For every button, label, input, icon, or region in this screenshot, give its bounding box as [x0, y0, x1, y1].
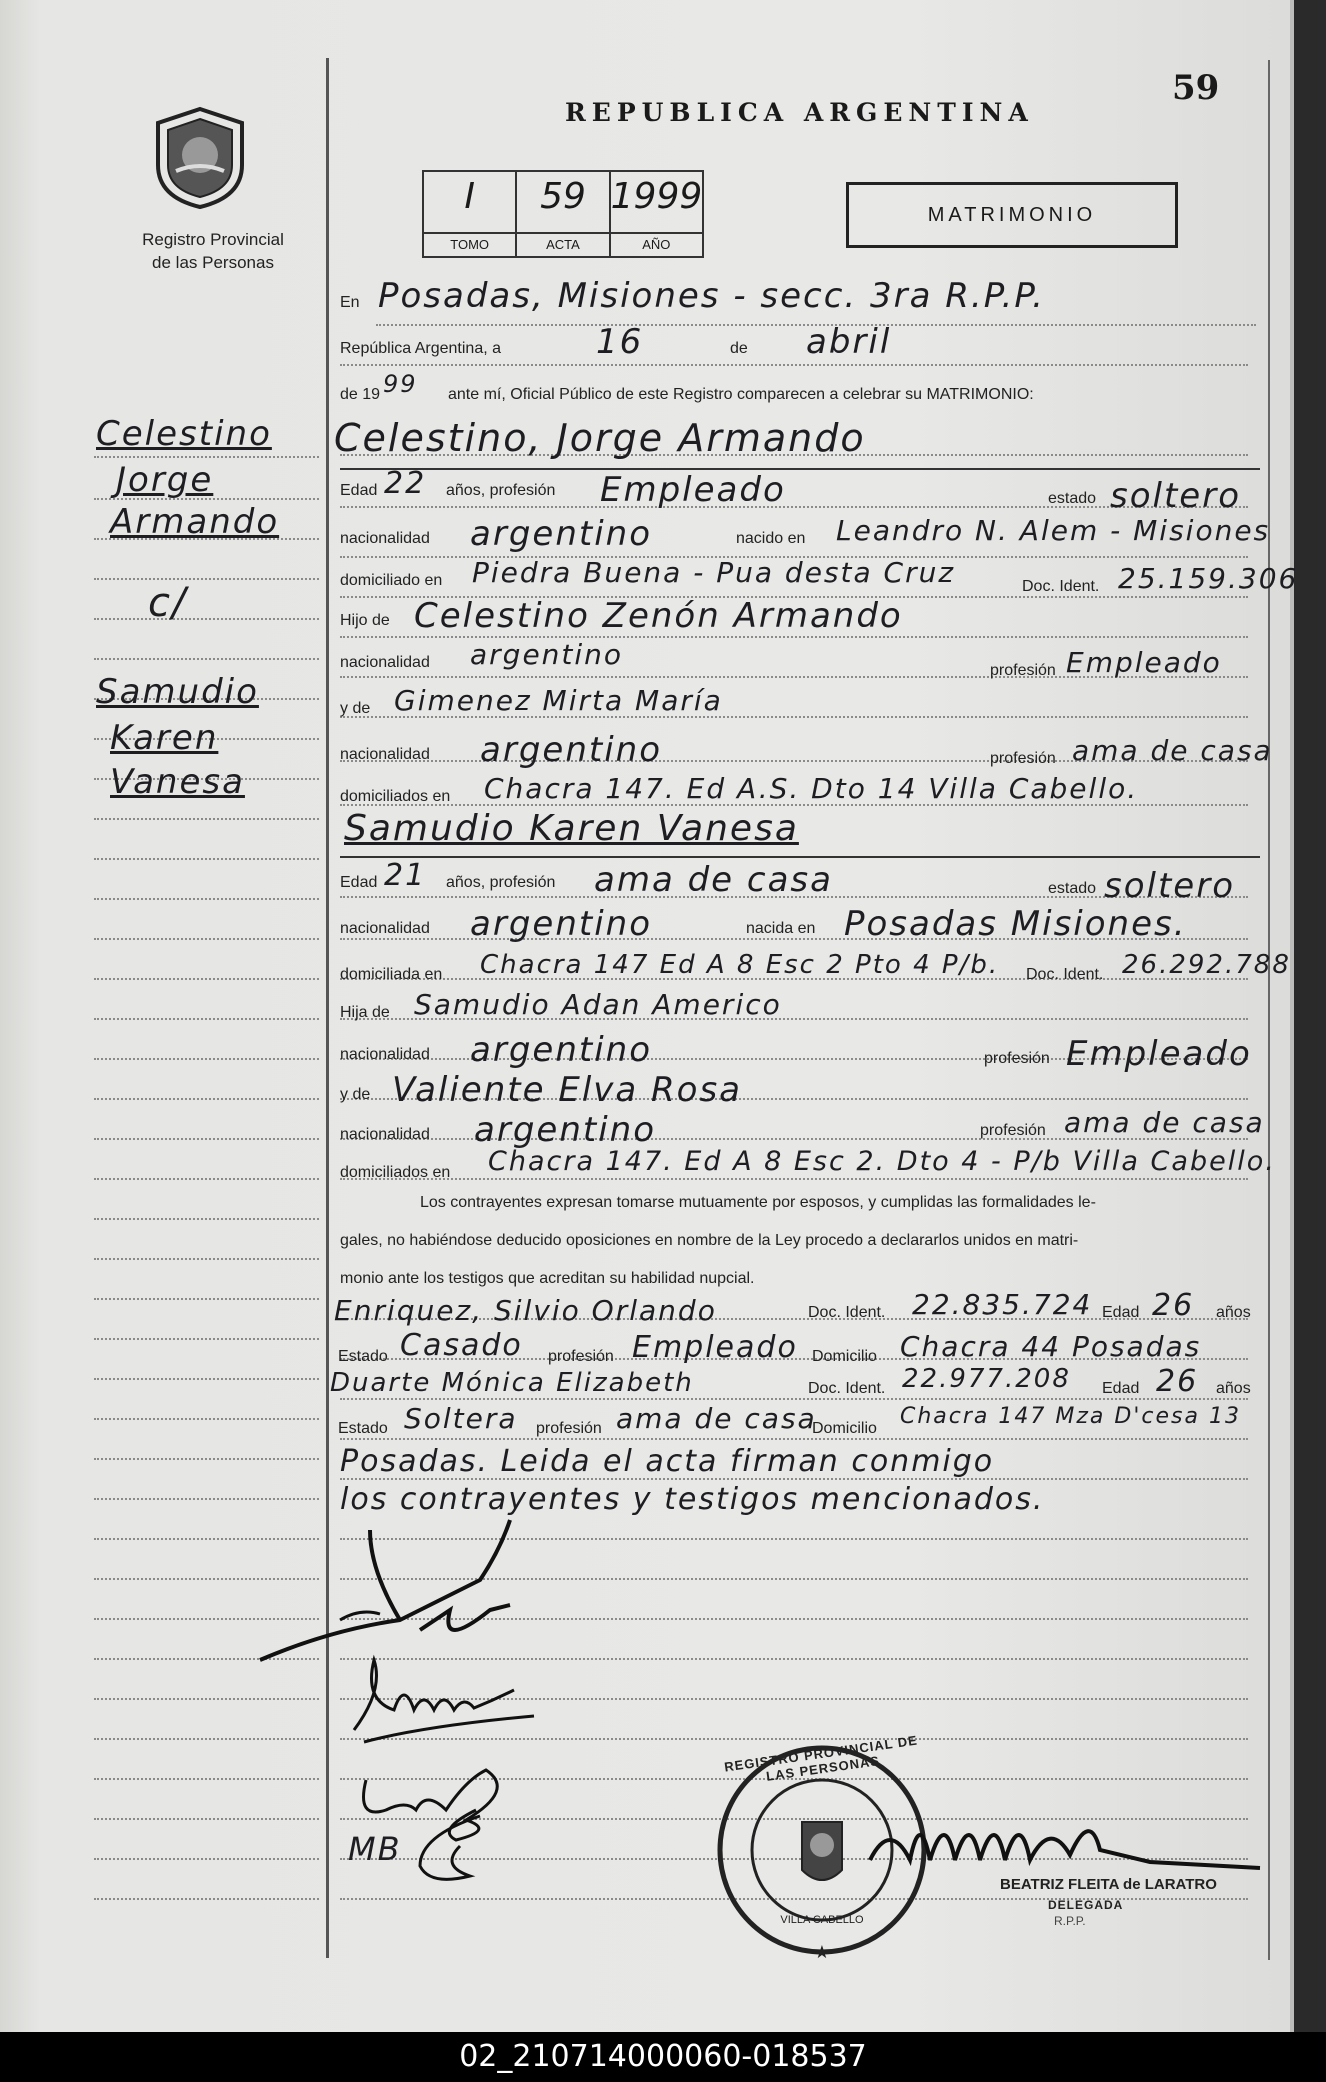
groom-separator: [340, 468, 1260, 470]
acta-value: 59: [540, 176, 586, 217]
witness1-prof-label: profesión: [548, 1348, 614, 1365]
witness2-edad-label: Edad: [1102, 1380, 1140, 1397]
margin-rule: [94, 1338, 319, 1340]
margin-rule: [94, 1378, 319, 1380]
witness2-estado: Soltera: [404, 1402, 518, 1435]
bride-edad-label: Edad: [340, 874, 378, 891]
margin-rule: [94, 456, 319, 458]
place-value: Posadas, Misiones - secc. 3ra R.P.P.: [378, 276, 1045, 316]
bride-hija-label: Hija de: [340, 1004, 390, 1021]
bride-edad: 21: [384, 858, 427, 893]
bride-nac-label: nacionalidad: [340, 920, 430, 937]
bride-madre-prof-label: profesión: [980, 1122, 1046, 1139]
margin-rule: [94, 1178, 319, 1180]
page-number: 59: [1172, 68, 1220, 108]
witness1-edad-label: Edad: [1102, 1304, 1140, 1321]
date-month: abril: [806, 322, 892, 362]
groom-nac-label: nacionalidad: [340, 530, 430, 547]
main-rule: [340, 1438, 1248, 1440]
province-seal-icon: [150, 105, 250, 210]
bride-madre-nac-label: nacionalidad: [340, 1126, 430, 1143]
bride-signature-icon: [344, 1650, 544, 1750]
anio-cell: [611, 172, 702, 256]
groom-yde-label: y de: [340, 700, 371, 717]
witness1-anos-label: años: [1216, 1304, 1251, 1321]
witness2-estado-label: Estado: [338, 1420, 388, 1437]
groom-nacionalidad: argentino: [470, 514, 652, 554]
groom-padre: Celestino Zenón Armando: [414, 596, 903, 636]
republica-label: República Argentina, a: [340, 340, 501, 357]
groom-nacido-en: Leandro N. Alem - Misiones: [836, 514, 1271, 547]
groom-hijo-label: Hijo de: [340, 612, 390, 629]
groom-madre-prof: ama de casa: [1072, 734, 1273, 767]
bride-name: Samudio Karen Vanesa: [344, 808, 799, 849]
margin-rule: [94, 1098, 319, 1100]
registry-line-1: Registro Provincial: [142, 230, 284, 249]
margin-rule: [94, 978, 319, 980]
groom-padre-prof: Empleado: [1066, 646, 1222, 679]
bride-prof-label: años, profesión: [446, 874, 556, 891]
margin-rule: [94, 1018, 319, 1020]
tomo-label: TOMO: [424, 232, 515, 256]
margin-name-3: Armando: [110, 502, 280, 542]
bride-padre-nac: argentino: [470, 1030, 652, 1070]
margin-name-6: Karen: [110, 718, 219, 758]
witness2-initials: MB: [348, 1830, 402, 1868]
margin-rule: [94, 1138, 319, 1140]
witness2-edad: 26: [1156, 1364, 1199, 1399]
witness2-profesion: ama de casa: [616, 1402, 817, 1435]
margin-rule: [94, 818, 319, 820]
bride-madre: Valiente Elva Rosa: [392, 1070, 743, 1110]
bride-estado-label: estado: [1048, 880, 1097, 897]
bride-padre-prof: Empleado: [1066, 1034, 1252, 1074]
anio-label: AÑO: [611, 232, 702, 256]
witness1-profesion: Empleado: [632, 1330, 798, 1365]
year-prefix: de 19: [340, 386, 381, 403]
witness2-anos-label: años: [1216, 1380, 1251, 1397]
bride-estado: soltero: [1104, 866, 1235, 906]
witness1-domicilio: Chacra 44 Posadas: [900, 1330, 1202, 1363]
groom-prof-label: años, profesión: [446, 482, 556, 499]
bride-dom-label: domiciliada en: [340, 966, 443, 983]
acta-label: ACTA: [517, 232, 608, 256]
margin-rule: [94, 1458, 319, 1460]
bride-doms-label: domiciliados en: [340, 1164, 451, 1181]
bride-separator: [340, 856, 1260, 858]
official-office: R.P.P.: [1054, 1914, 1086, 1928]
bride-nacida-label: nacida en: [746, 920, 816, 937]
groom-padre-nac-label: nacionalidad: [340, 654, 430, 671]
groom-padre-prof-label: profesión: [990, 662, 1056, 679]
official-title: DELEGADA: [1048, 1898, 1124, 1912]
record-box: [422, 170, 704, 258]
margin-rule: [94, 578, 319, 580]
en-label: En: [340, 294, 360, 311]
groom-edad: 22: [384, 466, 427, 501]
bride-profesion: ama de casa: [594, 860, 833, 900]
margin-rule: [94, 1298, 319, 1300]
margin-rule: [94, 1418, 319, 1420]
groom-estado-label: estado: [1048, 490, 1097, 507]
intro-text: ante mí, Oficial Público de este Registro comparecen a celebrar su MATRIMONIO:: [448, 386, 1034, 403]
witness1-estado-label: Estado: [338, 1348, 388, 1365]
witness2-signature-icon: [400, 1806, 510, 1896]
bride-padre-prof-label: profesión: [984, 1050, 1050, 1067]
svg-text:★: ★: [813, 1942, 831, 1963]
groom-doc: 25.159.306: [1118, 562, 1299, 595]
margin-rule: [94, 1818, 319, 1820]
bride-madre-prof: ama de casa: [1064, 1106, 1265, 1139]
date-day: 16: [596, 322, 644, 362]
margin-rule: [94, 1698, 319, 1700]
stamp-ring-text: REGISTRO PROVINCIAL DE LAS PERSONAS: [723, 1732, 919, 1784]
margin-rule: [94, 1738, 319, 1740]
country-header: REPUBLICA ARGENTINA: [565, 98, 1034, 127]
bride-yde-label: y de: [340, 1086, 371, 1103]
official-signature-icon: [850, 1790, 1270, 1880]
anio-value: 1999: [610, 176, 703, 217]
margin-name-1: Celestino: [96, 414, 272, 454]
margin-rule: [94, 1498, 319, 1500]
main-rule: [340, 1178, 1248, 1180]
groom-madre-prof-label: profesión: [990, 750, 1056, 767]
main-rule: [340, 364, 1248, 366]
witness2-doc-label: Doc. Ident.: [808, 1380, 886, 1397]
closing-line-2: los contrayentes y testigos mencionados.: [340, 1482, 1045, 1517]
acta-cell: [517, 172, 610, 256]
margin-rule: [94, 658, 319, 660]
bride-padre: Samudio Adan Americo: [414, 988, 782, 1021]
margin-rule: [94, 1858, 319, 1860]
year-suffix: 99: [383, 370, 418, 398]
legal-line-1: Los contrayentes expresan tomarse mutuamente por esposos, y cumplidas las formalidades le-: [420, 1194, 1096, 1211]
margin-rule: [94, 858, 319, 860]
witness1-estado: Casado: [400, 1328, 523, 1363]
witness2-name: Duarte Mónica Elizabeth: [330, 1368, 694, 1398]
bride-madre-nac: argentino: [474, 1110, 656, 1150]
bride-padres-dom: Chacra 147. Ed A 8 Esc 2. Dto 4 - P/b Villa Cabello.: [488, 1146, 1276, 1177]
groom-edad-label: Edad: [340, 482, 378, 499]
margin-name-4: c/: [148, 580, 188, 626]
margin-rule: [94, 618, 319, 620]
groom-padres-dom: Chacra 147. Ed A.S. Dto 14 Villa Cabello.: [484, 772, 1139, 805]
de-label: de: [730, 340, 748, 357]
right-margin-border: [1268, 60, 1270, 1960]
margin-rule: [94, 1258, 319, 1260]
margin-name-2: Jorge: [116, 460, 214, 500]
witness1-doc-label: Doc. Ident.: [808, 1304, 886, 1321]
groom-name: Celestino, Jorge Armando: [334, 416, 866, 460]
groom-madre-nac-label: nacionalidad: [340, 746, 430, 763]
bride-domicilio: Chacra 147 Ed A 8 Esc 2 Pto 4 P/b.: [480, 950, 1000, 980]
groom-doms-label: domiciliados en: [340, 788, 451, 805]
witness1-edad: 26: [1152, 1288, 1195, 1323]
witness1-doc: 22.835.724: [912, 1288, 1093, 1321]
margin-rule: [94, 1778, 319, 1780]
margin-name-7: Vanesa: [110, 762, 245, 802]
tomo-value: I: [464, 176, 475, 217]
groom-dom-label: domiciliado en: [340, 572, 443, 589]
bride-doc: 26.292.788: [1122, 950, 1291, 980]
official-name: BEATRIZ FLEITA de LARATRO: [1000, 1876, 1217, 1893]
tomo-cell: [424, 172, 517, 256]
witness1-dom-label: Domicilio: [812, 1348, 877, 1365]
groom-padre-nac: argentino: [470, 638, 624, 671]
witness2-prof-label: profesión: [536, 1420, 602, 1437]
margin-rule: [94, 938, 319, 940]
groom-domicilio: Piedra Buena - Pua desta Cruz: [472, 556, 956, 589]
groom-madre-nac: argentino: [480, 730, 662, 770]
main-rule: [340, 1398, 1248, 1400]
bride-padre-nac-label: nacionalidad: [340, 1046, 430, 1063]
witness2-dom-label: Domicilio: [812, 1420, 877, 1437]
margin-rule: [94, 1898, 319, 1900]
witness2-domicilio: Chacra 147 Mza D'cesa 13: [900, 1404, 1241, 1429]
groom-doc-label: Doc. Ident.: [1022, 578, 1100, 595]
groom-profesion: Empleado: [600, 470, 786, 510]
witness2-doc: 22.977.208: [902, 1364, 1071, 1394]
groom-nacido-label: nacido en: [736, 530, 806, 547]
document-type-box: MATRIMONIO: [846, 182, 1178, 248]
margin-rule: [94, 1218, 319, 1220]
registry-line-2: de las Personas: [152, 253, 274, 272]
legal-line-2: gales, no habiéndose deducido oposiciones en nombre de la Ley procedo a declararlos unidos en matri-: [340, 1232, 1079, 1249]
closing-line-1: Posadas. Leida el acta firman conmigo: [340, 1444, 995, 1479]
bride-nacionalidad: argentino: [470, 904, 652, 944]
legal-line-3: monio ante los testigos que acreditan su habilidad nupcial.: [340, 1270, 755, 1287]
bride-doc-label: Doc. Ident.: [1026, 966, 1104, 983]
margin-rule: [94, 898, 319, 900]
groom-madre: Gimenez Mirta María: [394, 684, 723, 717]
witness1-name: Enriquez, Silvio Orlando: [334, 1294, 717, 1327]
margin-rule: [94, 1058, 319, 1060]
bride-nacida-en: Posadas Misiones.: [844, 904, 1187, 944]
stamp-inner-text: VILLA CABELLO: [780, 1914, 864, 1926]
image-caption: 02_210714000060-018537: [0, 2032, 1326, 2082]
margin-name-5: Samudio: [96, 672, 259, 712]
groom-estado: soltero: [1110, 476, 1241, 516]
